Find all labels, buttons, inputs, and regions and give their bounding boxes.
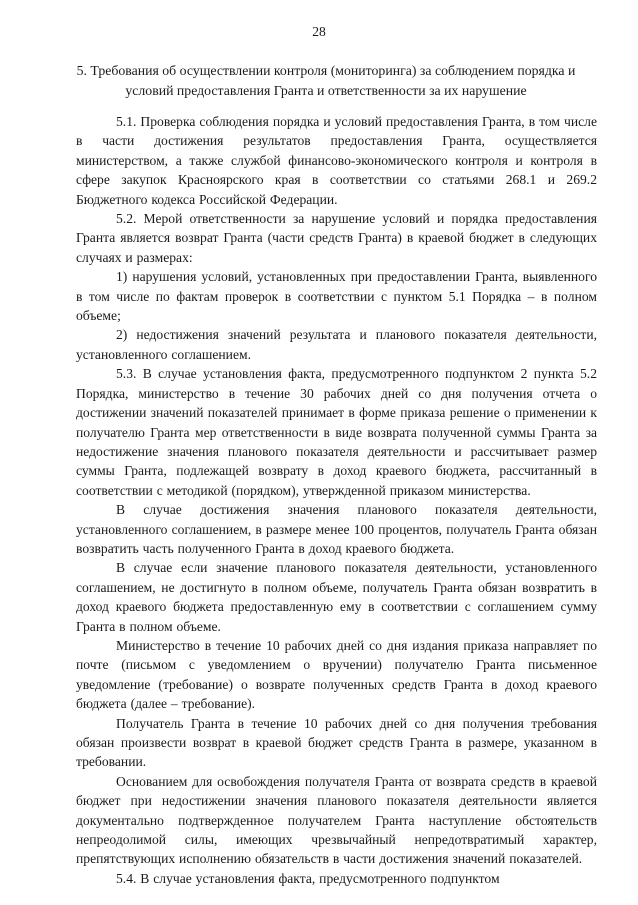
paragraph-5-3: 5.3. В случае установления факта, предусмотренного подпунктом 2 пункта 5.2 Порядка, министерство в течение 30 рабочих дней со дня получения отчета о достижении значений показателей принимает в форме приказа решение о применении к получателю Гранта мер ответственности в виде возврата полученной суммы Гранта за недостижение значения планового показателя деятельности и рассчитывает размер суммы Гранта, подлежащей возврату в доход краевого бюджета, рассчитанный в соответствии с методикой (порядком), утвержденной приказом министерства. (76, 366, 597, 498)
paragraph-5-2: 5.2. Мерой ответственности за нарушение условий и порядка предоставления Гранта является возврат Гранта (части средств Гранта) в краевой бюджет в следующих случаях и размерах: (76, 211, 597, 265)
page-number: 28 (312, 24, 326, 39)
paragraph-5-1: 5.1. Проверка соблюдения порядка и условий предоставления Гранта, в том числе в части достижения результатов предоставления Гранта, осуществляется министерством, а также службой финансово-экономического контроля и контроля в сфере закупок Красноярского края в соответствии со статьями 268.1 и 269.2 Бюджетного кодекса Российской Федерации. (76, 114, 597, 207)
paragraph-force-majeure: Основанием для освобождения получателя Гранта от возврата средств в краевой бюджет при недостижении значения планового показателя деятельности является документально подтвержденное получателем Гранта наступление обстоятельств непреодолимой силы, имеющих чрезвычайный непредотвратимый характер, препятствующих исполнению обязательств в части достижения значений показателей. (76, 773, 597, 867)
section-heading: 5. Требования об осуществлении контроля (мониторинга) за соблюдением порядка и условий предоставления Гранта и ответственности за их нарушение (76, 63, 576, 98)
body-text (76, 112, 597, 888)
paragraph-partial-return: В случае достижения значения планового показателя деятельности, установленного соглашением, в размере менее 100 процентов, получатель Гранта обязан возвратить часть полученного Гранта в доход краевого бюджета. (76, 502, 597, 556)
paragraph-5-2-item-2: 2) недостижения значений результата и планового показателя деятельности, установленного соглашением. (76, 327, 597, 362)
paragraph-5-4: 5.4. В случае установления факта, предусмотренного подпунктом (116, 870, 500, 886)
paragraph-recipient-return: Получатель Гранта в течение 10 рабочих дней со дня получения требования обязан произвести возврат в краевой бюджет средств Гранта в размере, указанном в требовании. (76, 715, 597, 770)
paragraph-ministry-notice: Министерство в течение 10 рабочих дней со дня издания приказа направляет по почте (письмом с уведомлением о вручении) получателю Гранта письменное уведомление (требование) о возврате полученных средств Гранта в доход краевого бюджета (далее – требование). (76, 637, 597, 712)
paragraph-5-2-item-1: 1) нарушения условий, установленных при предоставлении Гранта, выявленного в том числе по фактам проверок в соответствии с пунктом 5.1 Порядка – в полном объеме; (76, 269, 597, 324)
paragraph-full-return: В случае если значение планового показателя деятельности, установленного соглашением, не достигнуто в полном объеме, получатель Гранта обязан возвратить в доход краевого бюджета предоставленную ему в соответствии с соглашением сумму Гранта в полном объеме. (76, 560, 597, 634)
